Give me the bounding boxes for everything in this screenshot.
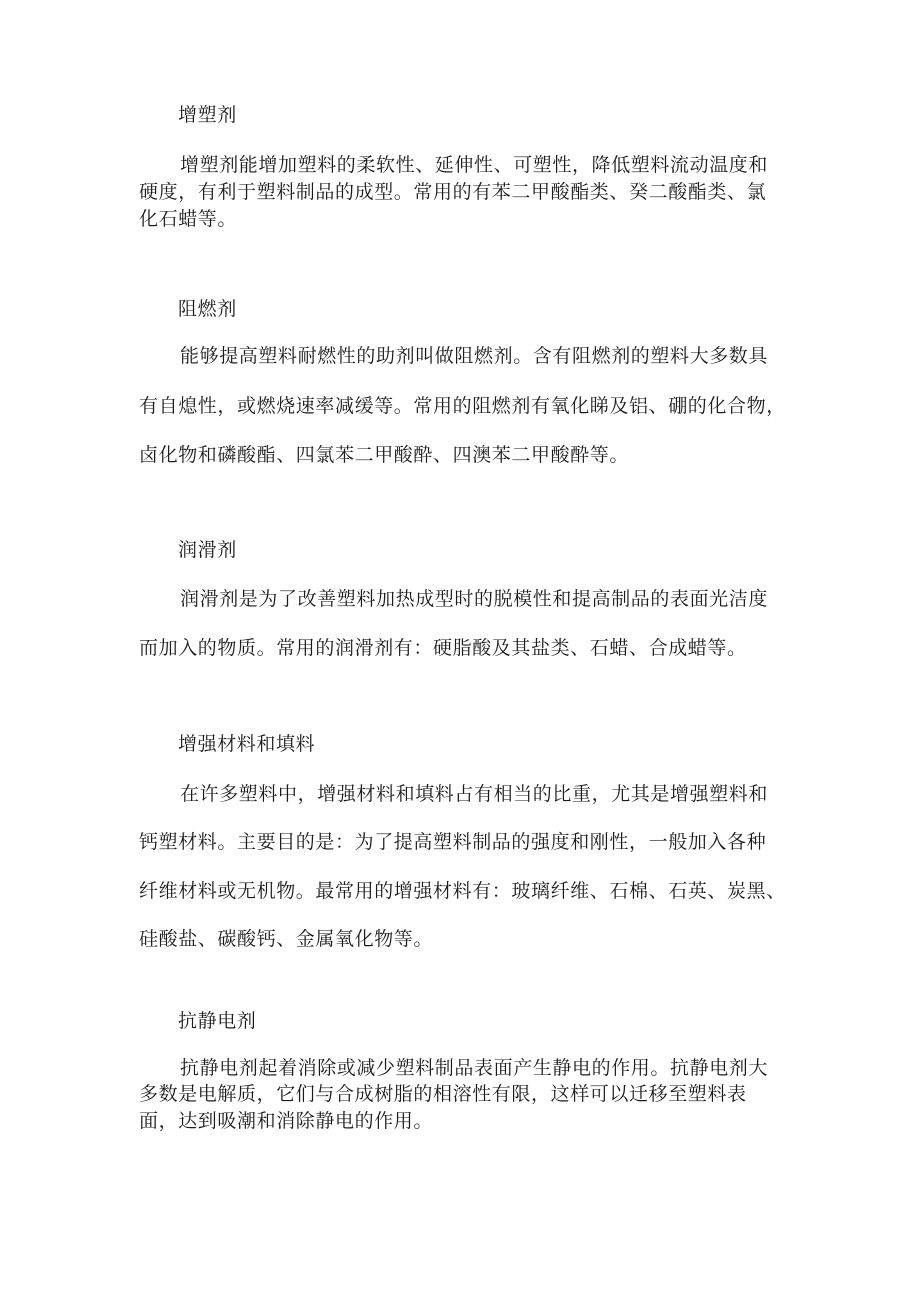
section-heading-antistatic: 抗静电剂 — [178, 1010, 257, 1032]
section-heading-lubricant: 润滑剂 — [178, 539, 237, 561]
paragraph-line: 硅酸盐、碳酸钙、金属氧化物等。 — [139, 928, 434, 950]
paragraph-line: 卤化物和磷酸酯、四氯苯二甲酸酔、四澳苯二甲酸酔等。 — [139, 444, 630, 466]
paragraph-line: 面，达到吸潮和消除静电的作用。 — [139, 1110, 434, 1132]
paragraph-line: 多数是电解质，它们与合成树脂的相溶性有限，这样可以迁移至塑料表 — [139, 1083, 747, 1105]
paragraph-line: 抗静电剂起着消除或减少塑料制品表面产生静电的作用。抗静电剂大 — [180, 1057, 769, 1079]
paragraph-line: 纤维材料或无机物。最常用的增强材料有：玻璃纤维、石棉、石英、炭黑、 — [139, 880, 786, 902]
paragraph-line: 而加入的物质。常用的润滑剂有：硬脂酸及其盐类、石蜡、合成蜡等。 — [139, 637, 747, 659]
section-heading-reinforcement-filler: 增强材料和填料 — [178, 733, 316, 755]
paragraph-line: 硬度，有利于塑料制品的成型。常用的有苯二甲酸酯类、癸二酸酯类、氯 — [139, 181, 767, 203]
section-heading-flame-retardant: 阻燃剂 — [178, 298, 237, 320]
paragraph-line: 能够提高塑料耐燃性的助剂叫做阻燃剂。含有阻燃剂的塑料大多数具 — [180, 345, 769, 367]
paragraph-line: 在许多塑料中，增强材料和填料占有相当的比重，尤其是增强塑料和 — [180, 783, 769, 805]
section-heading-plasticizer: 增塑剂 — [178, 104, 237, 126]
paragraph-line: 化石蜡等。 — [139, 208, 238, 230]
paragraph-line: 钙塑材料。主要目的是：为了提高塑料制品的强度和刚性，一般加入各种 — [139, 831, 767, 853]
paragraph-line: 增塑剂能增加塑料的柔软性、延伸性、可塑性，降低塑料流动温度和 — [180, 154, 769, 176]
paragraph-line: 润滑剂是为了改善塑料加热成型时的脱模性和提高制品的表面光洁度 — [180, 588, 769, 610]
paragraph-line: 有自熄性，或燃烧速率减缓等。常用的阻燃剂有氧化睇及铝、硼的化合物， — [139, 395, 786, 417]
